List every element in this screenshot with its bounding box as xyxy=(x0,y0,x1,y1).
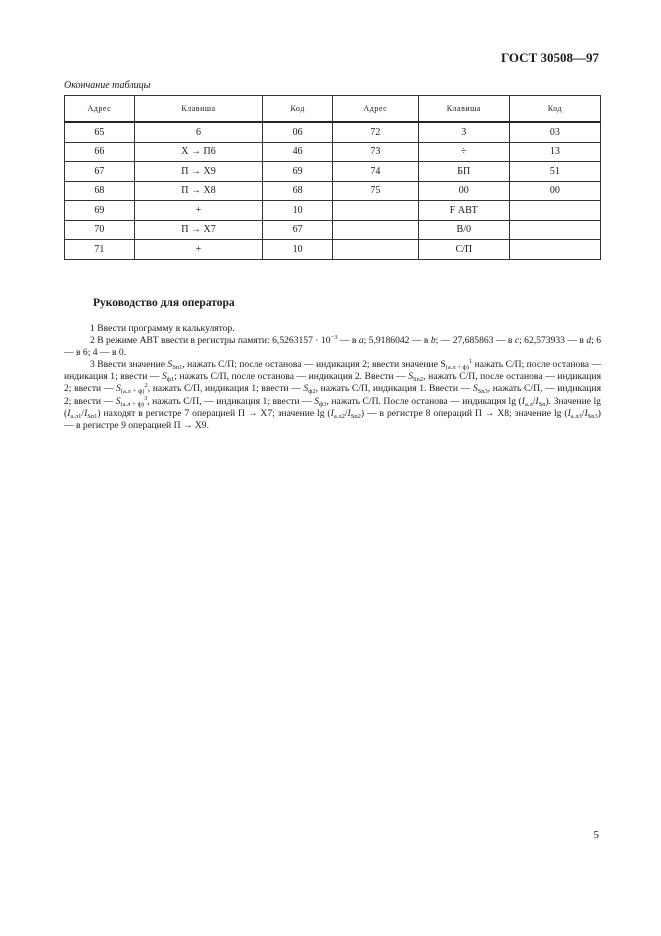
cell-code: 10 xyxy=(263,201,333,221)
cell-code xyxy=(509,201,600,221)
slash: / xyxy=(581,407,585,419)
cell-code: 69 xyxy=(263,162,333,182)
var-b: b xyxy=(430,335,436,347)
slash: / xyxy=(81,407,85,419)
table-row xyxy=(65,181,601,201)
text: ; 6 — в 6; 4 — в 0. xyxy=(64,335,601,359)
subscript: Sn3 xyxy=(587,412,598,420)
cell-address: 67 xyxy=(65,162,135,182)
cell-address: 65 xyxy=(65,122,135,142)
var-s: S xyxy=(115,395,121,407)
cell-key: П → X7 xyxy=(134,220,263,240)
text: ; нажать С/П, после останова — индикация 2. Ввести — xyxy=(174,371,409,383)
cell-address: 69 xyxy=(65,201,135,221)
var-i: I xyxy=(535,395,539,407)
subscript: а.л3 xyxy=(570,412,582,420)
subscript: а.л xyxy=(524,400,533,408)
var-c: c xyxy=(514,335,520,347)
cell-code: 06 xyxy=(263,122,333,142)
text: ) — в регистре 8 операций П → X8; значение lg ( xyxy=(360,407,568,419)
text: — в xyxy=(337,335,359,347)
col-key-2: Клавиша xyxy=(418,96,509,123)
var-i: I xyxy=(84,407,88,419)
text: , нажать С/П; после останова — индикация 2; ввести значение S xyxy=(182,359,446,371)
table-row xyxy=(65,162,601,182)
cell-address: 73 xyxy=(332,142,418,162)
cell-address: 75 xyxy=(332,181,418,201)
table-row xyxy=(65,240,601,260)
cell-address xyxy=(332,220,418,240)
cell-key: 3 xyxy=(418,122,509,142)
cell-address: 66 xyxy=(65,142,135,162)
subscript: Sn3 xyxy=(477,388,488,396)
operator-instructions xyxy=(64,323,601,432)
cell-address: 71 xyxy=(65,240,135,260)
table-row xyxy=(65,220,601,240)
var-s: S xyxy=(303,383,309,395)
cell-key: П → X9 xyxy=(134,162,263,182)
instruction-2 xyxy=(64,335,601,359)
page-number: 5 xyxy=(593,829,599,841)
cell-code: 13 xyxy=(509,142,600,162)
subscript: ф1 xyxy=(166,376,175,384)
cell-address: 70 xyxy=(65,220,135,240)
cell-key: 6 xyxy=(134,122,263,142)
cell-key: X → П6 xyxy=(134,142,263,162)
text: , нажать С/П, — индикация 1; ввести — xyxy=(147,395,315,407)
cell-key: 00 xyxy=(418,181,509,201)
text: ) находят в регистре 7 операцией П → X7; значение lg ( xyxy=(97,407,331,419)
subscript: Sn2 xyxy=(350,412,361,420)
instruction-3 xyxy=(64,359,601,432)
cell-address: 72 xyxy=(332,122,418,142)
col-address-1: Адрес xyxy=(65,96,135,123)
program-table xyxy=(64,95,601,260)
var-i: I xyxy=(567,407,571,419)
var-i: I xyxy=(347,407,351,419)
col-code-1: Код xyxy=(263,96,333,123)
cell-address xyxy=(332,201,418,221)
var-i: I xyxy=(584,407,588,419)
cell-code: 10 xyxy=(263,240,333,260)
var-i: I xyxy=(67,407,71,419)
cell-code: 03 xyxy=(509,122,600,142)
table-header-row xyxy=(65,96,601,123)
slash: / xyxy=(344,407,348,419)
instruction-1: 1 Ввести программу в калькулятор. xyxy=(90,323,235,334)
cell-key: БП xyxy=(418,162,509,182)
var-s: S xyxy=(116,383,121,395)
text: нажать С/П; после останова — индикация 1; ввести — xyxy=(64,359,601,383)
cell-code: 46 xyxy=(263,142,333,162)
text: ; 62,573933 — в xyxy=(519,335,587,347)
col-code-2: Код xyxy=(509,96,600,123)
cell-code: 00 xyxy=(509,181,600,201)
var-s: S xyxy=(162,371,167,383)
subscript: Sn2 xyxy=(413,376,424,384)
col-key-1: Клавиша xyxy=(134,96,263,123)
subscript: ф2 xyxy=(308,388,316,396)
text: , нажать С/П, индикация 1; ввести — xyxy=(147,383,304,395)
superscript: 3 xyxy=(143,394,148,402)
var-s: S xyxy=(472,383,478,395)
cell-key: В/0 xyxy=(418,220,509,240)
var-a: a xyxy=(358,335,364,347)
text: ; 5,9186042 — в xyxy=(363,335,431,347)
cell-key: ÷ xyxy=(418,142,509,162)
cell-key: + xyxy=(134,201,263,221)
slash: / xyxy=(532,395,536,407)
subscript: ф3 xyxy=(319,400,327,408)
subscript: Sn1 xyxy=(172,364,183,372)
cell-address: 68 xyxy=(65,181,135,201)
cell-address: 74 xyxy=(332,162,418,182)
text: , нажать С/П, после останова — индикация 2; ввести — xyxy=(64,371,601,395)
cell-code: 51 xyxy=(509,162,600,182)
cell-code: 67 xyxy=(263,220,333,240)
cell-key: П → X8 xyxy=(134,181,263,201)
cell-address xyxy=(332,240,418,260)
subscript: а.л2 xyxy=(333,412,345,420)
subscript: а.л1 xyxy=(70,412,82,420)
text: , нажать С/П. После останова — индикация lg ( xyxy=(326,395,522,407)
table-caption: Окончание таблицы xyxy=(64,80,151,91)
superscript: 1 xyxy=(468,358,473,366)
subscript: (а.л + ф) xyxy=(445,364,469,372)
cell-key: F АВТ xyxy=(418,201,509,221)
cell-code xyxy=(509,220,600,240)
subscript: Sn1 xyxy=(87,412,98,420)
cell-code xyxy=(509,240,600,260)
var-d: d xyxy=(586,335,592,347)
text: ). Значение lg ( xyxy=(64,395,601,419)
subscript: (а.л + ф) xyxy=(120,400,144,408)
table-row xyxy=(65,122,601,142)
text: 2 В режиме АВТ ввести в регистры памяти: 6,5263157 · 10 xyxy=(90,335,331,347)
cell-key: С/П xyxy=(418,240,509,260)
cell-key: + xyxy=(134,240,263,260)
text: , нажать С/П, индикация 1. Ввести — xyxy=(315,383,473,395)
text: ) — в регистре 9 операцией П → X9. xyxy=(64,407,601,431)
text: ; — 27,685863 — в xyxy=(435,335,515,347)
var-i: I xyxy=(330,407,334,419)
subscript: Sn xyxy=(538,400,546,408)
standard-number: ГОСТ 30508—97 xyxy=(500,50,599,65)
cell-code: 68 xyxy=(263,181,333,201)
var-i: I xyxy=(521,395,525,407)
var-s: S xyxy=(408,371,414,383)
text: , нажать С/П, — индикация 2; ввести — xyxy=(64,383,601,407)
section-heading: Руководство для оператора xyxy=(93,297,235,309)
table-row xyxy=(65,142,601,162)
var-s: S xyxy=(314,395,320,407)
superscript: 2 xyxy=(144,382,148,390)
text: 3 Ввести значение xyxy=(90,359,168,371)
subscript: (а.л + ф) xyxy=(120,388,145,396)
exponent: −3 xyxy=(330,334,338,342)
table-row xyxy=(65,201,601,221)
var-s: S xyxy=(167,359,173,371)
col-address-2: Адрес xyxy=(332,96,418,123)
